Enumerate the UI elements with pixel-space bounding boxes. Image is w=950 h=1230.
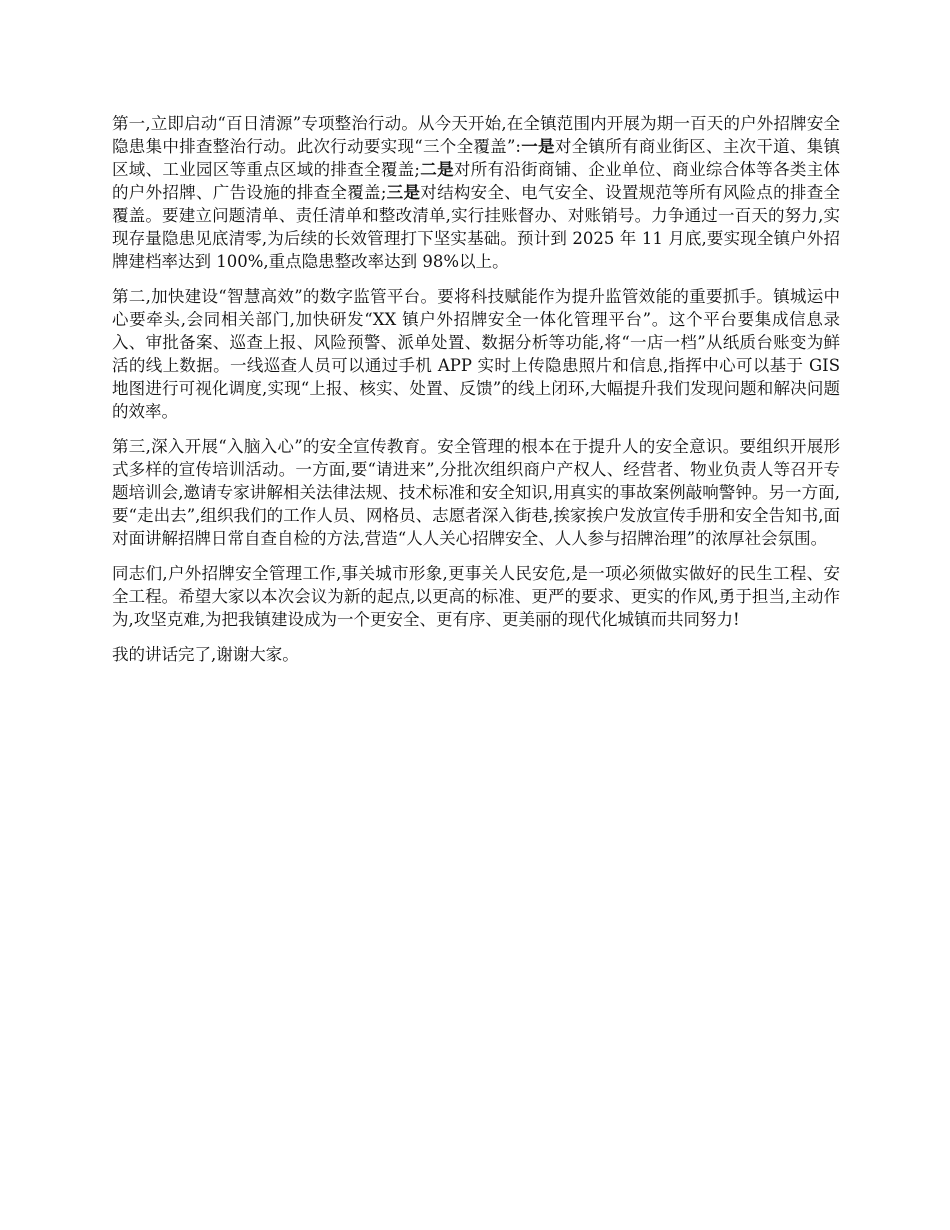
paragraph-text: 第一,立即启动“百日清源”专项整治行动。从今天开始,在全镇范围内开展为期一百天的户外招牌安全隐患集中排查整治行动。此次行动要实现“三个全覆盖”: bbox=[112, 114, 840, 156]
emphasis-text: 二是 bbox=[419, 160, 454, 179]
paragraph-text: 对所有沿街商铺、企业单位、商业综合体等各类主体的户外招牌、广告设施的排查全覆盖; bbox=[112, 160, 841, 202]
document-body bbox=[112, 112, 840, 678]
paragraph-text: 对结构安全、电气安全、设置规范等所有风险点的排查全覆盖。要建立问题清单、责任清单和整改清单,实行挂账督办、对账销号。力争通过一百天的努力,实现存量隐患见底清零,为后续的长效管理打下坚实基础。预计到 2025 年 11 月底,要实现全镇户外招牌建档率达到 100%,重点隐患整改率达到 98%以上。 bbox=[112, 183, 841, 271]
emphasis-text: 三是 bbox=[386, 183, 421, 202]
paragraph-text: 同志们,户外招牌安全管理工作,事关城市形象,更事关人民安危,是一项必须做实做好的民生工程、安全工程。希望大家以本次会议为新的起点,以更高的标准、更严的要求、更实的作风,勇于担当,主动作为,攻坚克难,为把我镇建设成为一个更安全、更有序、更美丽的现代化城镇而共同努力! bbox=[112, 564, 840, 629]
paragraph-first-measure bbox=[112, 112, 840, 273]
paragraph-text: 对全镇所有商业街区、主次干道、集镇区域、工业园区等重点区域的排查全覆盖; bbox=[112, 137, 841, 179]
paragraph-second-measure bbox=[112, 285, 840, 423]
paragraph-text: 我的讲话完了,谢谢大家。 bbox=[112, 645, 299, 664]
paragraph-text: 第二,加快建设“智慧高效”的数字监管平台。要将科技赋能作为提升监管效能的重要抓手。镇城运中心要牵头,会同相关部门,加快研发“XX 镇户外招牌安全一体化管理平台”。这个平台要集成信息录入、审批备案、巡查上报、风险预警、派单处置、数据分析等功能,将“一店一档”从纸质台账变为鲜活的线上数据。一线巡查人员可以通过手机 APP 实时上传隐患照片和信息,指挥中心可以基于 GIS 地图进行可视化调度,实现“上报、核实、处置、反馈”的线上闭环,大幅提升我们发现问题和解决问题的效率。 bbox=[112, 287, 840, 421]
paragraph-closing bbox=[112, 643, 840, 666]
paragraph-conclusion bbox=[112, 562, 840, 631]
paragraph-third-measure bbox=[112, 435, 840, 550]
paragraph-text: 第三,深入开展“入脑入心”的安全宣传教育。安全管理的根本在于提升人的安全意识。要组织开展形式多样的宣传培训活动。一方面,要“请进来”,分批次组织商户产权人、经营者、物业负责人等召开专题培训会,邀请专家讲解相关法律法规、技术标准和安全知识,用真实的事故案例敲响警钟。另一方面,要“走出去”,组织我们的工作人员、网格员、志愿者深入街巷,挨家挨户发放宣传手册和安全告知书,面对面讲解招牌日常自查自检的方法,营造“人人关心招牌安全、人人参与招牌治理”的浓厚社会氛围。 bbox=[112, 437, 840, 548]
emphasis-text: 一是 bbox=[520, 137, 555, 156]
